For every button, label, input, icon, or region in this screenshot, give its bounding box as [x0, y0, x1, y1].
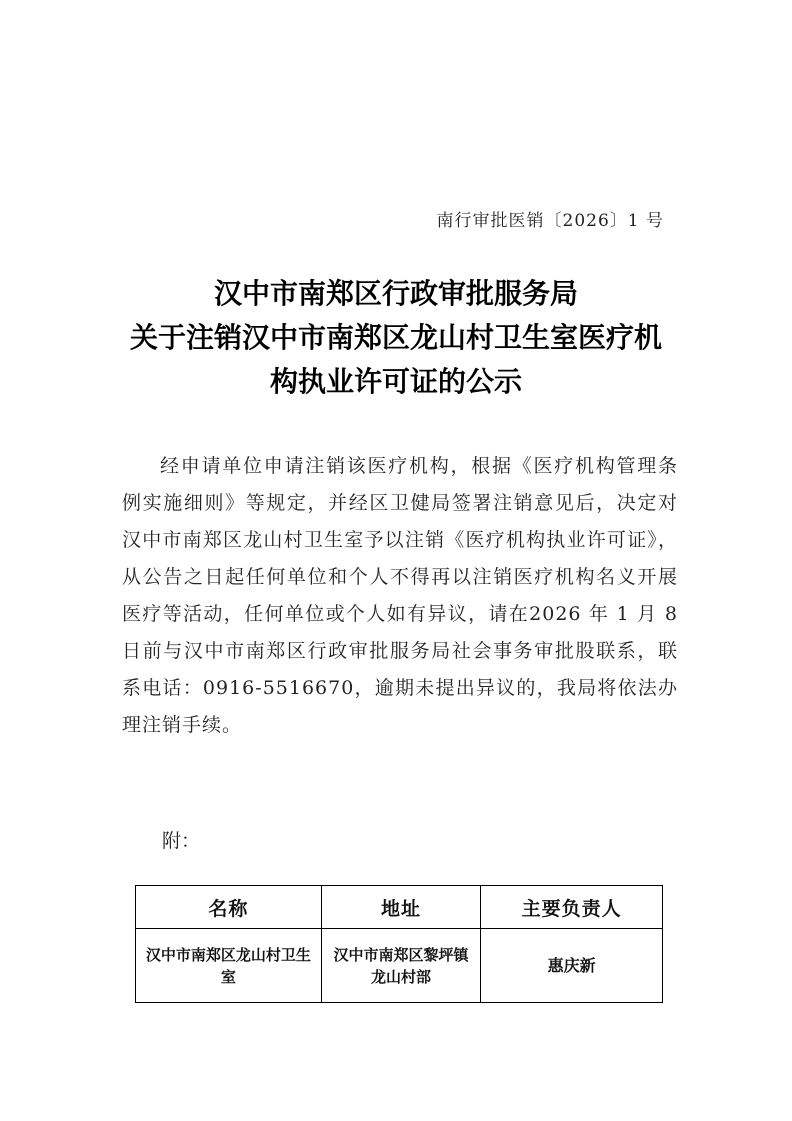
document-number: 南行审批医销〔2026〕1 号 — [436, 211, 664, 231]
attachment-label: 附： — [162, 830, 201, 852]
title-line-3: 构执业许可证的公示 — [269, 365, 522, 398]
cell-name: 汉中市南郑区龙山村卫生室 — [136, 929, 322, 1003]
body-paragraph: 经申请单位申请注销该医疗机构，根据《医疗机构管理条例实施细则》等规定，并经区卫健局签署注销意见后，决定对汉中市南郑区龙山村卫生室予以注销《医疗机构执业许可证》，从公告之日起任何单位和个人不得再以注销医疗机构名义开展医疗等活动，任何单位或个人如有异议，请在2026 年 1 月 8 日前与汉中市南郑区行政审批服务局社会事务审批股联系，联系电话：0916-5516670，逾期未提出异议的，我局将依法办理注销手续。 — [122, 455, 678, 736]
header-principal: 主要负责人 — [481, 886, 663, 929]
title-line-1: 汉中市南郑区行政审批服务局 — [213, 277, 578, 310]
header-address: 地址 — [321, 886, 481, 929]
header-name: 名称 — [136, 886, 322, 929]
cell-principal: 惠庆新 — [481, 929, 663, 1003]
document-title — [110, 272, 682, 404]
table-header-row — [136, 886, 663, 929]
table-row — [136, 929, 663, 1003]
clinic-info-table — [135, 885, 663, 1003]
title-line-2: 关于注销汉中市南郑区龙山村卫生室医疗机 — [129, 321, 662, 354]
cell-address: 汉中市南郑区黎坪镇龙山村部 — [321, 929, 481, 1003]
